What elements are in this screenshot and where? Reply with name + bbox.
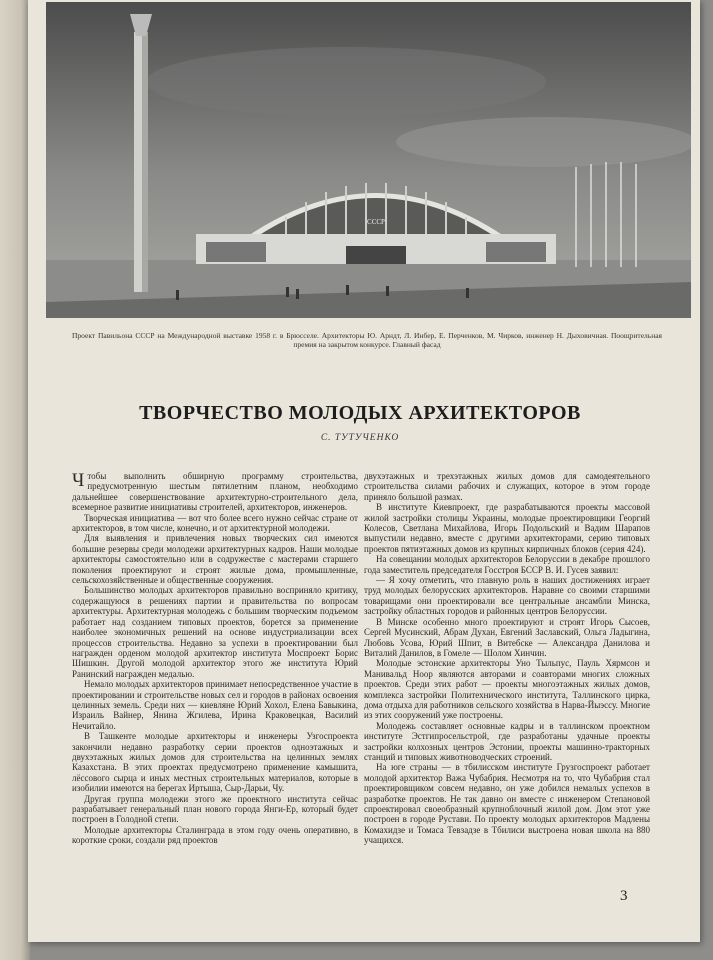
paragraph: Большинство молодых архитекторов правильно восприняло критику, содержащуюся в решениях партии и правительства по вопросам архитектуры. Архитектурная молодежь с большим творческим подъемом работает над созданием типовых проектов, борется за применение наиболее экономичных решений на основе индустриализации всех процессов строительства. Недавно за успехи в проектировании был награжден орденом молодой архитектор института Моспроект Борис Шишкин. Другой молодой архитектор этого же института Юрий Ранинский награжден медалью. [72,585,358,679]
paragraph: Для выявления и привлечения новых творческих сил имеются большие резервы среди молодежи архитектурных кадров. Наши молодые архитекторы самостоятельно или в содружестве с мастерами старшего поколения проектируют и строят жилые дома, промышленные, сельскохозяйственные и общественные сооружения. [72,533,358,586]
left-column [72,471,358,846]
paragraph: На совещании молодых архитекторов Белоруссии в декабре прошлого года заместитель председателя Госстроя БССР В. И. Гусев заявил: [364,554,650,575]
paragraph: Молодежь составляет основные кадры и в таллинском проектном институте Эстгипросельстрой, где разработаны удачные проекты застройки колхозных центров Эстонии, проекты машинно-тракторных станций и типовых животноводческих строений. [364,720,650,762]
pavilion-sign: СССР [367,218,385,226]
pavilion-illustration [46,2,691,318]
paragraph [72,471,358,513]
paragraph: Другая группа молодежи этого же проектного института сейчас разрабатывает генеральный план нового города Янги-Ер, который будет построен в Голодной степи. [72,793,358,825]
page-number: 3 [620,888,628,904]
paragraph: Молодые эстонские архитекторы Уно Тыльпус, Пауль Хярмсон и Манивальд Ноор являются авторами и соавторами многих сложных проектов. Среди этих работ — проекты многоэтажных жилых домов, комплекса застройки Политехнического института, Таллинского цирка, дома отдыха для работников сельского хозяйства в Нарва-Йыэссу. Многие из этих сооружений уже построены. [364,658,650,721]
drop-cap: Ч [72,470,85,491]
paragraph: Немало молодых архитекторов принимает непосредственное участие в проектировании и строительстве новых сел и городов в районах освоения целинных земель. Среди них — киевляне Юрий Хохол, Елена Бавыкина, Израиль Вайнер, Янина Жгилева, Ирина Краковецкая, Василий Нечитайло. [72,679,358,731]
article-author: С. ТУТУЧЕНКО [320,433,400,443]
paragraph: В институте Киевпроект, где разрабатываются проекты массовой жилой застройки столицы Украины, молодые проектировщики Георгий Колесов, Светлана Михайлова, Игорь Подольский и Вадим Шарапов выпустили недавно, вместе с другими архитекторами, серию типовых проектов пятиэтажных домов из крупных кирпичных блоков (серия 424). [364,502,650,554]
previous-page-edge [0,0,30,960]
paragraph: двухэтажных и трехэтажных жилых домов для самодеятельного строительства силами рабочих и служащих, которое в этом городе приняло большой размах. [364,471,650,502]
paragraph: — Я хочу отметить, что главную роль в наших достижениях играет труд молодых белорусских архитекторов. Наравне со своими старшими товарищами они проектировали все центральные ансамбли Минска, застройку областных городов и районных центров Белоруссии. [364,575,650,617]
paragraph: В Ташкенте молодые архитекторы и инженеры Узгоспроекта закончили недавно разработку серии проектов одноэтажных и двухэтажных жилых домов для строительства на целинных землях Казахстана. В этих проектах предусмотрено применение камышита, лёссового сырца и иных местных строительных материалов, которые в изобилии имеются на берегах Иртыша, Сыр-Дарьи, Чу. [72,731,358,794]
paragraph: В Минске особенно много проектируют и строят Игорь Сысоев, Сергей Мусинский, Абрам Духан, Евгений Заславский, Ольга Ладыгина, Любовь Усова, Юрий Шпит, в Витебске — Александра Данилова и Виталий Данилов, в Гомеле — Шолом Хинчин. [364,616,650,658]
paragraph-text: тобы выполнить обширную программу строительства, предусмотренную шестым пятилетним планом, необходимо дальнейшее совершенствование архитектурно-строительного дела, всемерное развитие инициативы строителей, архитекторов, инженеров. [72,471,358,513]
article-title: ТВОРЧЕСТВО МОЛОДЫХ АРХИТЕКТОРОВ [139,402,581,424]
paragraph: Молодые архитекторы Сталинграда в этом году очень оперативно, в короткие сроки, создали ряд проектов [72,824,358,846]
paragraph: На юге страны — в тбилисском институте Грузгоспроект работает молодой архитектор Важа Чубабрия. Несмотря на то, что Чубабрия стал проектировщиком совсем недавно, он уже добился немалых успехов в разработке проектов. Не так давно он вместе с инженером Степановой спроектировал своеобразный крупноблочный жилой дом. Дом этот уже построен в городе Рустави. По проекту молодых архитекторов Мадлены Комахидзе и Томаса Тевзадзе в Тбилиси выстроена новая школа на 880 учащихся. [364,762,650,846]
photo-caption: Проект Павильона СССР на Международной выставке 1958 г. в Брюсселе. Архитекторы Ю. Арндт, Л. Инбер, Е. Перченков, М. Чирков, инженер Н. Дыховичная. Поощрительная премия на закрытом конкурсе. Главный фасад [72,331,662,349]
right-column [364,471,650,846]
paragraph: Творческая инициатива — вот что более всего нужно сейчас стране от архитекторов, в том числе, конечно, и от архитектурной молодежи. [72,512,358,534]
